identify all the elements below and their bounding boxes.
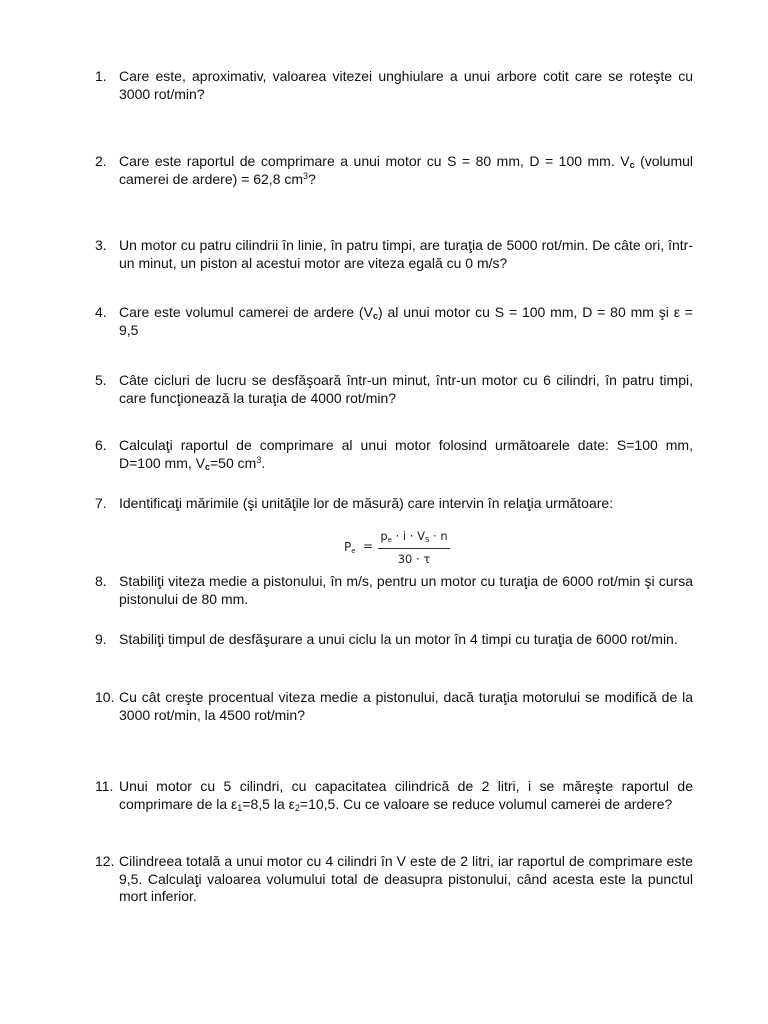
question-number: 7.: [95, 495, 107, 511]
question-12: [95, 853, 693, 906]
question-3: [95, 237, 693, 272]
question-text: Identificaţi mărimile (şi unităţile lor de măsură) care intervin în relaţia următoare:: [119, 495, 614, 511]
text-segment: .: [261, 454, 266, 471]
question-number: 1.: [95, 68, 107, 84]
subscript: c: [372, 311, 378, 321]
question-text: Stabiliţi timpul de desfăşurare a unui ciclu la un motor în 4 timpi cu turaţia de 6000 rot/min.: [119, 631, 678, 647]
numerator-subscript: S: [424, 536, 430, 544]
subscript: 1: [237, 802, 243, 813]
question-8: [95, 573, 693, 608]
numerator-part: · n: [429, 529, 448, 543]
text-segment: (volumul camerei de ardere) = 62,8 cm: [119, 153, 693, 187]
question-text: [119, 778, 693, 813]
subscript: 2: [294, 802, 300, 813]
text-segment: Care este raportul de comprimare a unui motor cu S = 80 mm, D = 100 mm. V: [119, 153, 630, 169]
question-text: [119, 304, 693, 339]
text-segment: Unui motor cu 5 cilindri, cu capacitatea cilindrică de 2 litri, i se măreşte raportul de comprimare de la ε: [119, 778, 693, 812]
question-text: [119, 437, 693, 472]
text-segment: Calculaţi raportul de comprimare al unui motor folosind următoarele date: S=100 mm, D=100 mm, V: [119, 437, 693, 471]
question-text: Stabiliţi viteza medie a pistonului, în m/s, pentru un motor cu turaţia de 6000 rot/min şi cursa pistonului de 80 mm.: [119, 573, 693, 607]
subscript: c: [629, 160, 635, 170]
question-2: [95, 153, 693, 188]
formula-denominator: 30 · τ: [397, 552, 431, 566]
question-number: 12.: [95, 853, 115, 869]
text-segment: Care este volumul camerei de ardere (V: [119, 304, 373, 320]
question-number: 10.: [95, 689, 115, 705]
text-segment: =50 cm: [210, 454, 257, 471]
text-segment: =10,5. Cu ce valoare se reduce volumul camerei de ardere?: [299, 795, 673, 812]
question-number: 11.: [95, 778, 114, 794]
fraction-bar: [378, 548, 450, 549]
question-text: Cu cât creşte procentual viteza medie a pistonului, dacă turaţia motorului se modifică de la 3000 rot/min, la 4500 rot/min?: [119, 689, 693, 723]
question-number: 9.: [95, 631, 107, 647]
text-segment: =8,5 la ε: [242, 795, 295, 812]
question-7: [95, 495, 693, 513]
formula-numerator: [378, 529, 450, 543]
question-4: [95, 304, 693, 339]
question-text: Un motor cu patru cilindrii în linie, în patru timpi, are turaţia de 5000 rot/min. De câte ori, într-un minut, un piston al acestui motor are viteza egală cu 0 m/s?: [119, 237, 693, 271]
subscript: c: [204, 461, 210, 472]
question-number: 6.: [95, 437, 107, 453]
question-number: 2.: [95, 153, 107, 169]
question-9: [95, 631, 693, 649]
question-number: 3.: [95, 237, 107, 253]
question-text: Câte cicluri de lucru se desfăşoară într-un minut, într-un motor cu 6 cilindri, în patru timpi, care funcţionează la turaţia de 4000 rot/min?: [119, 372, 693, 406]
question-number: 8.: [95, 573, 107, 589]
question-text: Care este, aproximativ, valoarea vitezei unghiulare a unui arbore cotit care se roteşte cu 3000 rot/min?: [119, 68, 693, 102]
question-number: 5.: [95, 372, 107, 388]
formula-equals: =: [363, 539, 374, 553]
question-number: 4.: [95, 304, 107, 320]
text-segment: ) al unui motor cu S = 100 mm, D = 80 mm şi ε = 9,5: [119, 304, 693, 338]
question-5: [95, 372, 693, 407]
text-segment: ?: [308, 170, 316, 187]
formula-lhs: [344, 540, 356, 554]
question-10: [95, 689, 693, 724]
numerator-part: p: [380, 529, 388, 543]
question-text: Cilindreea totală a unui motor cu 4 cilindri în V este de 2 litri, iar raportul de comprimare este 9,5. Calculaţi valoarea volumului total de deasupra pistonului, când acesta este la punctul mort inferior.: [119, 853, 693, 904]
superscript: 3: [256, 454, 262, 465]
formula-lhs-subscript: e: [351, 547, 356, 555]
formula-lhs-symbol: P: [344, 540, 352, 554]
question-6: [95, 437, 693, 472]
superscript: 3: [303, 170, 309, 181]
question-1: [95, 68, 693, 103]
numerator-subscript: e: [387, 536, 392, 544]
numerator-part: · i · V: [391, 529, 425, 543]
question-text: [119, 153, 693, 188]
power-formula: [344, 528, 454, 572]
question-11: [95, 778, 693, 813]
